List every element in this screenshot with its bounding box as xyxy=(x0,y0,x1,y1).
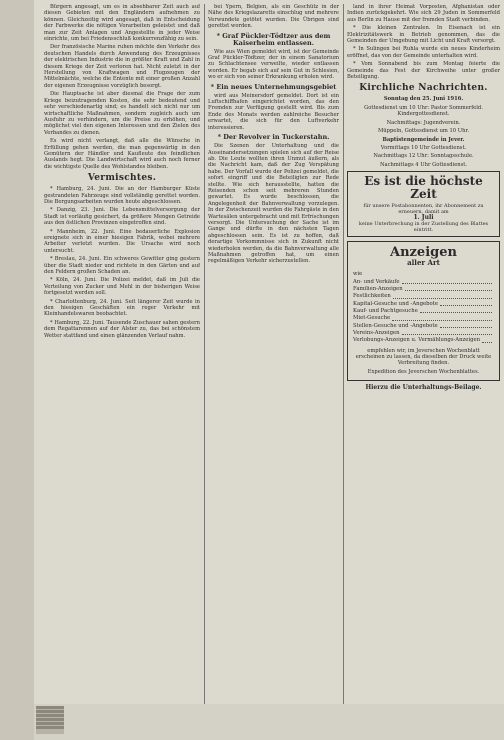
baptist-line: Nachmittags 12 Uhr: Sonntagsschule. xyxy=(373,153,474,160)
ads-item: Vereins-Anzeigen xyxy=(353,330,494,337)
article-title: * Graf Pückler-Tödtzer aus dem Kaiserheim entlassen. xyxy=(216,31,331,47)
article-title: * Der Revolver in Tuckerstahn. xyxy=(217,133,330,142)
column-2 xyxy=(208,4,339,704)
article-text: Die Szenen der Unterhaltung und die Auseinandersetzungen spielen sich auf der Reise ab. Die Leute wollten ihren Unmut äußern, als die Nachricht kam, daß der Zug Verspätung habe. Der Vorfall wurde der Polizei gemeldet, die sofort eingriff und die Beteiligten zur Rede stellte. Wie sich herausstellte, hatten die Reisenden schon seit mehreren Stunden gewartet. Es wurde beschlossen, die Angelegenheit der Bahnverwaltung vorzulegen. In der Zwischenzeit wurden die Fahrgäste in den Wartesälen untergebracht und mit Erfrischungen versorgt. Die Untersuchung der Sache ist im Gange und dürfte in den nächsten Tagen abgeschlossen sein. Es ist zu hoffen, daß derartige Vorkommnisse sich in Zukunft nicht wiederholen werden, da die Bahnverwaltung alle Maßnahmen getroffen hat, um einen regelmäßigen Verkehr sicherzustellen. xyxy=(208,143,339,265)
ads-item: Familien-Anzeigen xyxy=(353,286,494,293)
ads-item: An- und Verkäufe xyxy=(353,279,494,286)
baptist-line: Vormittags 10 Uhr Gottesdienst. xyxy=(380,144,467,151)
ads-item: Kapital-Gesuche und -Angebote xyxy=(353,301,494,308)
muppeln-line: Müppeln, Gottesdienst um 10 Uhr. xyxy=(377,128,470,135)
column-rule xyxy=(343,4,344,704)
church-line: Nachmittags: Jugendverein. xyxy=(386,119,461,126)
section-heading: Vermischtes. xyxy=(87,173,157,184)
paragraph: land in ihrer Heimat Vorposten, Afghanistan oder Indien zurückgekehrt. Wie sich 29 Juden in Sommerfeld aus Berlin zu Hause mit der fremden Stadt verbinden. xyxy=(347,4,500,23)
ads-item: Stellen-Gesuche und -Angebote xyxy=(353,323,494,330)
ads-item: Festlichkeiten xyxy=(353,293,494,300)
supplement-footer: Hierzu die Unterhaltungs-Beilage. xyxy=(365,383,482,391)
news-item: * Danzig, 23. Juni. Die Lebensmittelversorgung der Stadt ist vorläufig gesichert, da größere Mengen Getreide aus den östlichen Provinzen eingetroffen sind. xyxy=(44,207,200,227)
notice-headline: Es ist die höchste Zeit xyxy=(364,174,483,202)
paragraph: Bürgern angesagt, um es in absehbarer Zeit auch auf diesen Gebieten mit den Engländern aufnehmen zu können. Gleichzeitig wird angesagt, daß in Entscheidung der Farbwerke die nötigen Vorarbeiten geleistet und daß man zur Zeit Anlagen und Angestellte in jeder Weise einrichte, um bei Friedensschluß konkurrenzfähig zu sein. xyxy=(44,4,200,43)
paragraph: Der französische Marine ruhen möchte den Verkehr des deutschen Handels durch Anwendung des Erzeugnisses der elektrischen Industrie die in größter Kraft und Zahl in diesem Kriege der Zeit verloren hat. Nicht zuletzt in der Herstellung von Kraftwagen und Flugzeugen der Mittelmächte, welche die Entente mit einer großen Anzahl der eigenen Erzeugnisse vorzüglich besorgt. xyxy=(44,44,200,89)
news-item: * Die kleinen Zentralen. In Eisenach ist ein Elektrizitätswerk in Betrieb genommen, das die Gemeinden der Umgebung mit Licht und Kraft versorgt. xyxy=(347,25,500,45)
news-item: * Mannheim, 22. Juni. Eine bedauerliche Explosion ereignete sich in einer hiesigen Fabrik, wobei mehrere Arbeiter verletzt wurden. Die Ursache wird noch untersucht. xyxy=(44,228,200,254)
column-rule xyxy=(204,4,205,704)
scan-color-scale xyxy=(36,706,64,734)
news-item: * Breslau, 24. Juni. Ein schweres Gewitter ging gestern über die Stadt nieder und richtete in den Gärten und auf den Feldern großen Schaden an. xyxy=(44,256,200,276)
article-text: wird aus Meinersdorf gemeldet. Dort ist ein Luftschiffhafen eingerichtet worden, das den Fremden zur Verfügung gestellt wird. Bis zum Ende des Monats werden zahlreiche Besucher erwartet, die sich für den Luftverkehr interessieren. xyxy=(208,92,339,131)
news-item: * Hamburg, 24. Juni. Die an der Hamburger Küste gestrandeten Fahrzeuge sind vollständig gerettet worden. Die Bergungsarbeiten wurden heute abgeschlossen. xyxy=(44,186,200,205)
ads-intro: wie xyxy=(353,270,363,277)
scan-margin xyxy=(0,0,34,740)
ads-text: empfehlen wir, im Jeverschen Wochenblatt erscheinen zu lassen, da dieselben der Druck weite Verbreitung finden. xyxy=(355,347,492,367)
news-item: * In Sulingen bei Ruhla wurde ein neues Kinderheim eröffnet, das von der Gemeinde unterhalten wird. xyxy=(347,46,500,59)
ads-box xyxy=(347,241,500,381)
ads-title: Anzeigen xyxy=(390,245,457,261)
news-item: * Köln, 24. Juni. Die Polizei meldet, daß im Juli die Verteilung von Zucker und Mehl in der bisherigen Weise fortgesetzt werden soll. xyxy=(44,277,200,297)
article-text: Wie aus Wien gemeldet wird, ist der Gemeinde Graf Pückler-Tödtzer, der in einem Sanatorium zu Schlachtensee verweilte, wieder entlassen worden. Er begab sich auf sein Gut in Schlesien, wo er sich von seiner Erkrankung erholen wird. xyxy=(208,48,339,81)
ads-item: Kauf- und Pachtgesuche xyxy=(353,308,494,315)
ads-item: Miet-Gesuche xyxy=(353,315,494,322)
church-line: Gottesdienst um 10 Uhr: Pastor Sommerfeld. Kindergottesdienst. xyxy=(364,104,483,118)
baptist-heading: Baptistengemeinde in Jever. xyxy=(382,136,465,143)
paragraph: bei Ypern, Belgien, als ein Geschütz in der Nähe des Kriegslazaretts einschlug und mehrere Verwundete getötet wurden. Die Übrigen sind gerettet worden. xyxy=(208,4,339,30)
news-item: * Hamburg, 22. Juni. Tausende Zuschauer sahen gestern dem Regattarennen auf der Alster zu, das bei schönstem Wetter stattfand und einen glänzenden Verlauf nahm. xyxy=(44,319,200,339)
notice-date: 1. Juli xyxy=(413,214,434,222)
scan-bottom-edge xyxy=(34,704,504,740)
notice-text: für unsere Postabonnenten, ihr Abonnement zu erneuern, damit am xyxy=(363,203,484,216)
ads-office: Expedition des Jeverschen Wochenblattes. xyxy=(367,369,480,376)
ads-subtitle: aller Art xyxy=(407,258,440,268)
paragraph: Die Hauptsache ist aber diesmal die Frage der zum Kriege beizutragenden Kosten, die sehr bedeutend und sehr verschiedenartig sind; es handelt sich nicht nur um wirtschaftliche Maßnahmen, sondern zugleich auch um Ausfuhr zu verhindern, um die Preise zu erhöhen, und möglichst viel den eigenen Interessen und den Zielen des Verbandes zu dienen. xyxy=(44,91,200,136)
church-date: Sonntag den 25. Juni 1916. xyxy=(383,96,464,103)
column-1 xyxy=(44,4,200,704)
baptist-line: Nachmittags 4 Uhr Gottesdienst. xyxy=(379,161,468,168)
news-item: * Charlottenburg, 24. Juni. Seit längerer Zeit wurde in den hiesigen Geschäften ein reger Verkehr mit Kleinhandelswaren beobachtet. xyxy=(44,298,200,318)
column-3 xyxy=(347,4,500,704)
subscription-notice xyxy=(347,171,500,237)
paragraph: Es wird nicht verlangt, daß alle die Wünsche in Erfüllung gehen werden, die man gegenwärtig in den Gemütern der Händler und Kaufleute des feindlichen Auslands hegt. Die Landwirtschaft wird auch noch ferner die wichtigste Quelle des Wohlstandes bleiben. xyxy=(44,138,200,170)
notice-text: keine Unterbrechung in der Zustellung des Blattes eintritt. xyxy=(358,221,489,234)
news-item: * Vom Sonnabend bis zum Montag feierte die Gemeinde das Fest der Kirchweihe unter großer Beteiligung. xyxy=(347,61,500,81)
article-title: * Ein neues Unternehmungsgebiet xyxy=(210,82,337,91)
church-heading: Kirchliche Nachrichten. xyxy=(359,83,488,94)
ads-item: Verlobungs-Anzeigen u. Vermählungs-Anzeigen xyxy=(353,337,494,344)
